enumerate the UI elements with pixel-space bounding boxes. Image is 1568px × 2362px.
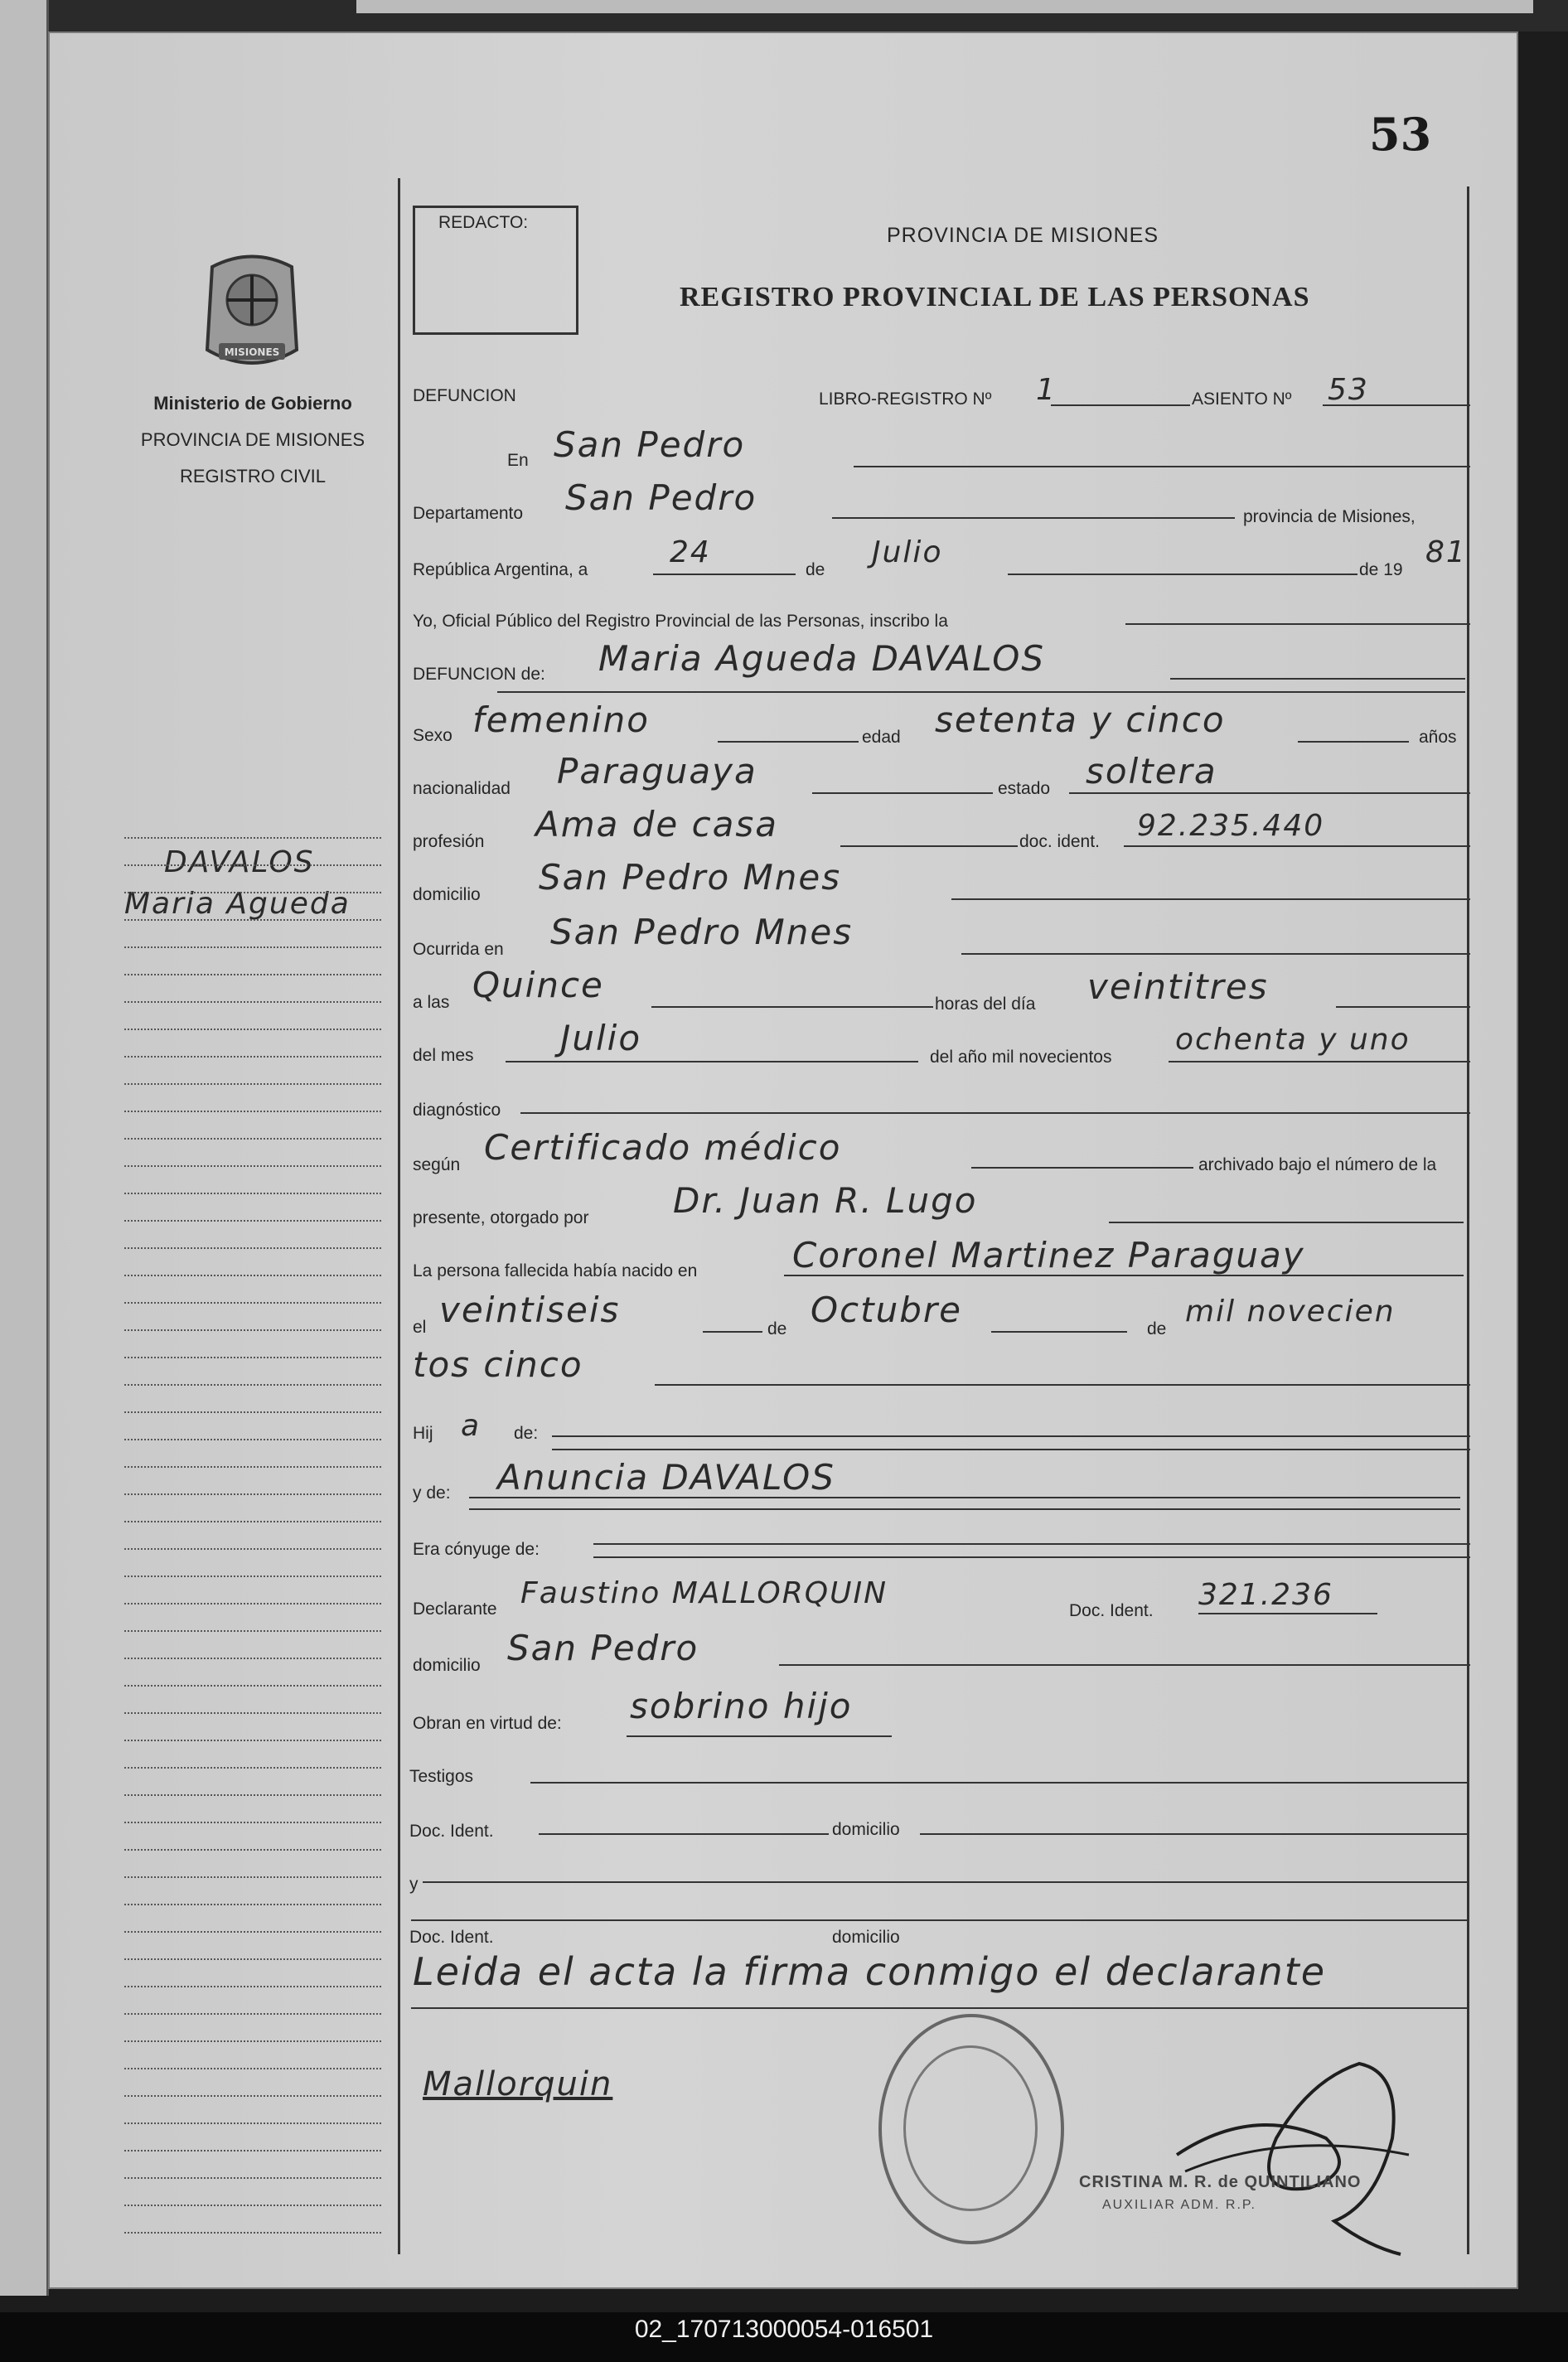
estado-label: estado [998, 779, 1051, 798]
libro-label: LIBRO-REGISTRO Nº [819, 390, 992, 409]
margin-dotted-line [124, 1111, 381, 1112]
anio-label: del año mil novecientos [930, 1048, 1112, 1067]
margin-dotted-line [124, 1001, 381, 1003]
de-label: de [806, 560, 825, 579]
testigos-line [530, 1782, 1467, 1784]
yde-value: Anuncia DAVALOS [497, 1457, 835, 1498]
margin-dotted-line [124, 1466, 381, 1468]
presente-value: Dr. Juan R. Lugo [673, 1180, 978, 1221]
asiento-line [1323, 404, 1470, 406]
margin-dotted-line [124, 1986, 381, 1987]
margin-dotted-line [124, 1220, 381, 1222]
year-value: 81 [1425, 535, 1467, 569]
margin-dotted-line [124, 1521, 381, 1522]
margin-dotted-line [124, 1083, 381, 1085]
conyuge-line-2 [593, 1556, 1470, 1558]
doc-ident-line [1124, 845, 1470, 847]
redacto-box [413, 206, 578, 335]
margin-dotted-line [124, 1029, 381, 1030]
el-line [703, 1331, 762, 1333]
margin-dotted-line [124, 2205, 381, 2206]
day-value: 24 [670, 535, 711, 569]
ocurrida-value: San Pedro Mnes [550, 912, 854, 952]
archivado-label: archivado bajo el número de la [1198, 1155, 1437, 1174]
domicilio-value: San Pedro Mnes [539, 857, 842, 898]
left-rule [398, 178, 400, 2254]
margin-dotted-line [124, 1658, 381, 1659]
margin-dotted-line [124, 1247, 381, 1249]
segun-value: Certificado médico [484, 1127, 842, 1168]
obran-label: Obran en virtud de: [413, 1714, 562, 1733]
de19-label: de 19 [1359, 560, 1403, 579]
en-value: San Pedro [554, 424, 746, 465]
hij-line-2 [552, 1449, 1470, 1450]
ocurrida-line [961, 953, 1470, 955]
hij-line [552, 1435, 1470, 1437]
margin-dotted-line [124, 946, 381, 948]
hij-value: a [461, 1409, 482, 1443]
margin-dotted-line [124, 1275, 381, 1276]
yo-text: Yo, Oficial Público del Registro Provincial de las Personas, inscribo la [413, 612, 948, 631]
nacido-label: La persona fallecida había nacido en [413, 1261, 698, 1280]
anio-line [1169, 1061, 1470, 1062]
de2-label: de [767, 1319, 787, 1338]
decl-doc-label: Doc. Ident. [1069, 1601, 1154, 1620]
asiento-value: 53 [1328, 373, 1369, 407]
margin-dotted-line [124, 1329, 381, 1331]
el-label: el [413, 1318, 427, 1337]
decl-domicilio-label: domicilio [413, 1656, 481, 1675]
y-label: y [409, 1875, 419, 1894]
doc2-label: Doc. Ident. [409, 1928, 494, 1947]
official-signature [1152, 2014, 1434, 2263]
page-number: 53 [1369, 108, 1432, 161]
sidebar-civil: REGISTRO CIVIL [179, 466, 327, 486]
obran-line [627, 1735, 892, 1737]
mes2-line [991, 1331, 1127, 1333]
margin-dotted-line [124, 1575, 381, 1577]
day-line [653, 574, 796, 575]
doc-ident-value: 92.235.440 [1137, 809, 1325, 843]
obran-value: sobrino hijo [630, 1686, 853, 1726]
dom1-line [920, 1833, 1467, 1835]
alas-label: a las [413, 993, 450, 1012]
declarante-value: Faustino MALLORQUIN [520, 1576, 888, 1610]
header-registry: REGISTRO PROVINCIAL DE LAS PERSONAS [680, 282, 1310, 312]
delmes-label: del mes [413, 1046, 474, 1065]
nacionalidad-line [812, 792, 993, 794]
alas-value: Quince [472, 965, 604, 1005]
domicilio-line [951, 898, 1470, 900]
diagnostico-line [520, 1112, 1470, 1114]
yo-line [1125, 623, 1470, 625]
dom2-label: domicilio [832, 1928, 900, 1947]
sidebar-province: PROVINCIA DE MISIONES [140, 429, 365, 450]
presente-line [1109, 1222, 1464, 1223]
margin-dotted-line [124, 919, 381, 921]
top-scan-edge [0, 0, 1568, 31]
demil-label: de [1147, 1319, 1167, 1338]
margin-dotted-line [124, 1822, 381, 1823]
official-name: CRISTINA M. R. de QUINTILIANO [1079, 2173, 1362, 2191]
decl-doc-value: 321.236 [1198, 1578, 1333, 1612]
nacionalidad-label: nacionalidad [413, 779, 511, 798]
y-line [423, 1881, 1467, 1883]
libro-line [1051, 404, 1190, 406]
provincial-emblem [196, 250, 308, 376]
mil-value: mil novecien [1185, 1295, 1396, 1329]
margin-dotted-line [124, 2122, 381, 2124]
margin-dotted-line [124, 1493, 381, 1495]
margin-dotted-line [124, 1740, 381, 1741]
decl-domicilio-value: San Pedro [507, 1628, 699, 1668]
deceased-line [1170, 678, 1465, 680]
en-line [854, 466, 1470, 467]
margin-dotted-line [124, 2095, 381, 2097]
anio-value: ochenta y uno [1175, 1023, 1411, 1057]
conyuge-label: Era cónyuge de: [413, 1540, 540, 1559]
republica-label: República Argentina, a [413, 560, 588, 579]
margin-dotted-line [124, 1411, 381, 1413]
nacionalidad-value: Paraguaya [557, 751, 757, 791]
margin-dotted-line [124, 2013, 381, 2015]
margin-surname: DAVALOS [164, 845, 315, 879]
departamento-line [832, 517, 1235, 519]
official-title: AUXILIAR ADM. R.P. [1102, 2198, 1256, 2212]
header-province: PROVINCIA DE MISIONES [887, 224, 1159, 247]
margin-dotted-line [124, 1931, 381, 1933]
estado-value: soltera [1086, 751, 1217, 791]
margin-dotted-line [124, 1876, 381, 1878]
el-value: veintiseis [439, 1290, 621, 1330]
diagnostico-label: diagnóstico [413, 1101, 501, 1120]
profesion-value: Ama de casa [535, 804, 779, 845]
ocurrida-label: Ocurrida en [413, 940, 504, 959]
margin-dotted-line [124, 974, 381, 975]
en-label: En [507, 451, 529, 470]
margin-name: Maria Agueda [124, 887, 351, 921]
margin-dotted-line [124, 1357, 381, 1358]
yde-line-2 [469, 1508, 1460, 1510]
estado-line [1069, 792, 1470, 794]
yde-label: y de: [413, 1484, 451, 1503]
margin-dotted-line [124, 2150, 381, 2151]
doc1-line [539, 1833, 829, 1835]
margin-dotted-line [124, 892, 381, 893]
mes2-value: Octubre [811, 1290, 963, 1330]
margin-dotted-line [124, 2040, 381, 2042]
libro-value: 1 [1036, 373, 1057, 407]
delmes-line [506, 1061, 918, 1062]
doc-ident-label: doc. ident. [1019, 832, 1100, 851]
margin-dotted-line [124, 1138, 381, 1140]
edad-label: edad [862, 728, 901, 747]
margin-dotted-line [124, 2068, 381, 2069]
sexo-line [718, 741, 859, 743]
hij-de-label: de: [514, 1424, 539, 1443]
official-seal [878, 2014, 1064, 2244]
anos-label: años [1419, 728, 1457, 747]
profesion-line [840, 845, 1018, 847]
closing-value: Leida el acta la firma conmigo el declarante [413, 1949, 1327, 1994]
margin-dotted-line [124, 837, 381, 839]
margin-dotted-line [124, 1794, 381, 1796]
deceased-underline [497, 691, 1465, 693]
presente-label: presente, otorgado por [413, 1208, 589, 1227]
domicilio-label: domicilio [413, 885, 481, 904]
footer-id: 02_170713000054-016501 [634, 2316, 934, 2343]
margin-dotted-line [124, 2232, 381, 2234]
departamento-label: Departamento [413, 504, 524, 523]
profesion-label: profesión [413, 832, 485, 851]
horas-line [1336, 1006, 1470, 1008]
margin-dotted-line [124, 1603, 381, 1605]
edad-line [1298, 741, 1409, 743]
margin-dotted-line [124, 1193, 381, 1194]
month-value: Julio [872, 535, 943, 569]
margin-dotted-line [124, 1712, 381, 1714]
y-line-2 [411, 1919, 1467, 1921]
decl-domicilio-line [779, 1664, 1470, 1666]
margin-dotted-line [124, 1302, 381, 1304]
month-line [1008, 574, 1357, 575]
doc1-label: Doc. Ident. [409, 1822, 494, 1841]
yde-line [469, 1497, 1460, 1498]
margin-dotted-line [124, 1958, 381, 1960]
segun-label: según [413, 1155, 461, 1174]
margin-dotted-line [124, 1849, 381, 1851]
emblem-text: MISIONES [224, 346, 280, 358]
conyuge-line [593, 1543, 1470, 1545]
decl-doc-line [1198, 1613, 1377, 1614]
declarante-signature: Mallorquin [423, 2065, 613, 2103]
defuncion-heading: DEFUNCION [413, 386, 516, 405]
redacto-label: REDACTO: [438, 213, 529, 232]
asiento-label: ASIENTO Nº [1192, 390, 1292, 409]
nacido-line [784, 1275, 1464, 1276]
defuncion-de-label: DEFUNCION de: [413, 665, 545, 684]
deceased-value: Maria Agueda DAVALOS [598, 638, 1046, 679]
provincia-label: provincia de Misiones, [1243, 507, 1416, 526]
margin-dotted-line [124, 1548, 381, 1550]
cont-line [655, 1384, 1470, 1386]
alas-line [651, 1006, 933, 1008]
margin-dotted-line [124, 1904, 381, 1905]
margin-dotted-line [124, 1384, 381, 1386]
margin-dotted-line [124, 1630, 381, 1632]
right-rule [1467, 186, 1469, 2254]
cont-value: tos cinco [413, 1344, 583, 1385]
margin-dotted-line [124, 1056, 381, 1058]
hij-label: Hij [413, 1424, 433, 1443]
horas-label: horas del día [935, 995, 1036, 1014]
testigos-label: Testigos [409, 1767, 474, 1786]
margin-dotted-line [124, 1685, 381, 1687]
edad-value: setenta y cinco [935, 699, 1226, 740]
sexo-label: Sexo [413, 726, 452, 745]
dom1-label: domicilio [832, 1820, 900, 1839]
margin-dotted-line [124, 1439, 381, 1440]
closing-line [411, 2007, 1467, 2009]
declarante-label: Declarante [413, 1600, 497, 1619]
book-spine [0, 0, 49, 2296]
margin-dotted-line [124, 2177, 381, 2179]
nacido-value: Coronel Martinez Paraguay [792, 1235, 1305, 1275]
margin-dotted-line [124, 1165, 381, 1167]
margin-dotted-line [124, 1767, 381, 1769]
horas-value: veintitres [1087, 966, 1269, 1007]
margin-dotted-line [124, 864, 381, 866]
sidebar-ministry: Ministerio de Gobierno [153, 393, 352, 414]
sexo-value: femenino [472, 699, 650, 740]
segun-line [971, 1167, 1193, 1169]
delmes-value: Julio [560, 1018, 642, 1058]
departamento-value: San Pedro [565, 477, 757, 518]
